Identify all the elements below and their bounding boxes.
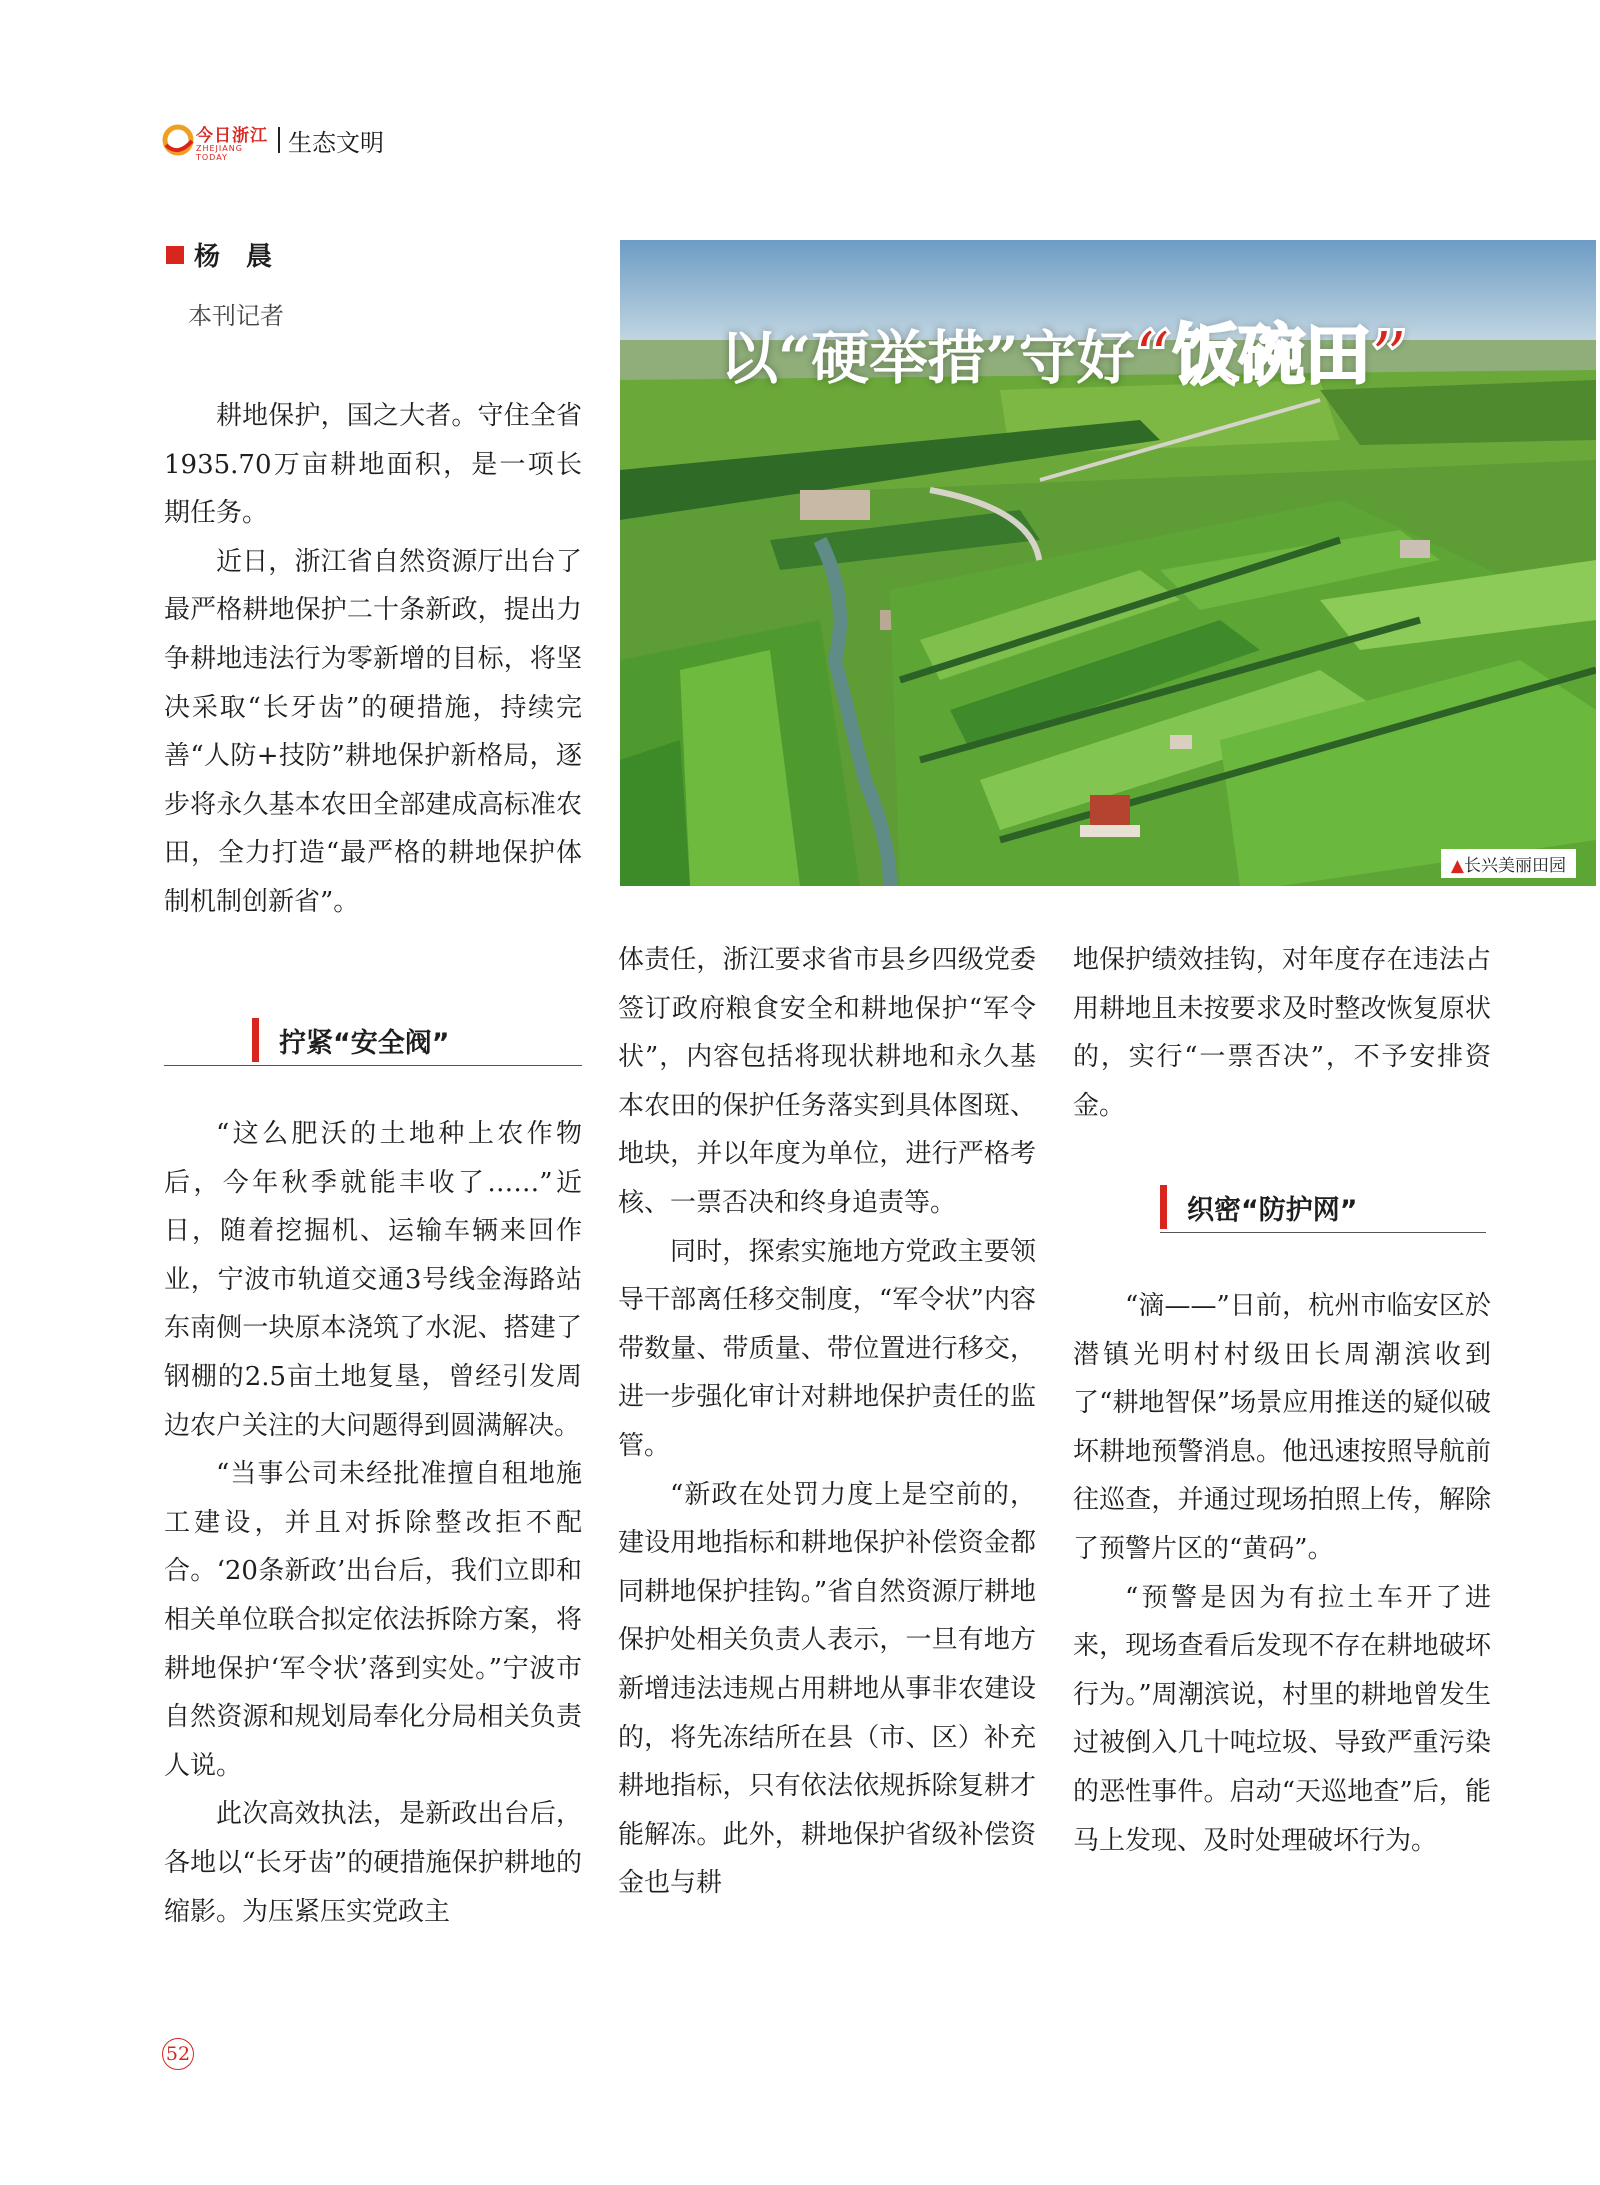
paragraph: “滴——”日前，杭州市临安区於潜镇光明村村级田长周潮滨收到了“耕地智保”场景应用推送的疑似破坏耕地预警消息。他迅速按照导航前往巡查，并通过现场拍照上传，解除了预警片区的“黄码”。 bbox=[1073, 1291, 1491, 1564]
headline-photo bbox=[620, 240, 1596, 886]
section-heading-text: 织密“防护网” bbox=[1187, 1194, 1358, 1226]
paragraph: “新政在处罚力度上是空前的，建设用地指标和耕地保护补偿资金都同耕地保护挂钩。”省自然资源厅耕地保护处相关负责人表示，一旦有地方新增违法违规占用耕地从事非农建设的，将先冻结所在县（市、区）补充耕地指标，只有依法依规拆除复耕才能解冻。此外，耕地保护省级补偿资金也与耕 bbox=[618, 1479, 1036, 1899]
paragraph: 耕地保护，国之大者。守住全省1935.70万亩耕地面积，是一项长期任务。 bbox=[164, 401, 582, 529]
caption-triangle-icon: ▲ bbox=[1450, 856, 1464, 876]
section2-column3 bbox=[1073, 1282, 1491, 1865]
section1-column1 bbox=[164, 1110, 582, 1936]
author-name: 杨 晨 bbox=[194, 242, 273, 272]
section1-column3 bbox=[1073, 936, 1491, 1130]
section-name: 生态文明 bbox=[288, 128, 384, 157]
paragraph: 近日，浙江省自然资源厅出台了最严格耕地保护二十条新政，提出力争耕地违法行为零新增的目标，将坚决采取“长牙齿”的硬措施，持续完善“人防+技防”耕地保护新格局，逐步将永久基本农田全部建成高标准农田，全力打造“最严格的耕地保护体制机制创新省”。 bbox=[164, 546, 582, 917]
logo-text-en: ZHEJIANG TODAY bbox=[196, 144, 243, 162]
logo-text-cn: 今日浙江 bbox=[196, 126, 268, 146]
author-role: 本刊记者 bbox=[188, 302, 284, 330]
photo-caption bbox=[1441, 849, 1576, 878]
page-number: 52 bbox=[162, 2038, 194, 2070]
article-title bbox=[720, 302, 1409, 397]
section1-column2 bbox=[618, 936, 1036, 1908]
title-accent: “饭碗田” bbox=[1134, 316, 1409, 394]
paragraph: “预警是因为有拉土车开了进来，现场查看后发现不存在耕地破坏行为。”周潮滨说，村里的耕地曾发生过被倒入几十吨垃圾、导致严重污染的恶性事件。启动“天巡地查”后，能马上发现、及时处理破坏行为。 bbox=[1073, 1582, 1491, 1856]
byline bbox=[166, 236, 272, 273]
red-square-icon bbox=[166, 246, 184, 264]
paragraph-continued: 体责任，浙江要求省市县乡四级党委签订政府粮食安全和耕地保护“军令状”，内容包括将现状耕地和永久基本农田的保护任务落实到具体图斑、地块，并以年度为单位，进行严格考核、一票否决和终身追责等。 bbox=[618, 945, 1036, 1218]
paragraph: “这么肥沃的土地种上农作物后，今年秋季就能丰收了……”近日，随着挖掘机、运输车辆来回作业，宁波市轨道交通3号线金海路站东南侧一块原本浇筑了水泥、搭建了钢棚的2.5亩土地复垦，曾经引发周边农户关注的大问题得到圆满解决。 bbox=[164, 1119, 582, 1441]
paragraph: 此次高效执法，是新政出台后，各地以“长牙齿”的硬措施保护耕地的缩影。为压紧压实党政主 bbox=[164, 1799, 582, 1927]
header-divider bbox=[278, 127, 280, 153]
caption-text: 长兴美丽田园 bbox=[1464, 856, 1566, 876]
red-bar-icon bbox=[252, 1018, 259, 1062]
magazine-logo bbox=[162, 121, 274, 162]
title-pre: 以“硬举措”守好 bbox=[720, 324, 1135, 392]
paragraph: “当事公司未经批准擅自租地施工建设，并且对拆除整改拒不配合。‘20条新政’出台后，我们立即和相关单位联合拟定依法拆除方案，将耕地保护‘军令状’落到实处。”宁波市自然资源和规划局奉化分局相关负责人说。 bbox=[164, 1459, 582, 1781]
red-bar-icon bbox=[1160, 1185, 1167, 1229]
paragraph: 同时，探索实施地方党政主要领导干部离任移交制度，“军令状”内容带数量、带质量、带位置进行移交，进一步强化审计对耕地保护责任的监管。 bbox=[618, 1236, 1036, 1461]
intro-text bbox=[164, 392, 582, 927]
page-header bbox=[162, 118, 384, 162]
section-heading-2 bbox=[1160, 1182, 1486, 1233]
section-heading-text: 拧紧“安全阀” bbox=[279, 1027, 450, 1059]
logo-swoosh-icon bbox=[162, 123, 194, 157]
section-heading-1 bbox=[164, 1015, 582, 1066]
paragraph-continued: 地保护绩效挂钩，对年度存在违法占用耕地且未按要求及时整改恢复原状的，实行“一票否决”，不予安排资金。 bbox=[1073, 945, 1491, 1121]
